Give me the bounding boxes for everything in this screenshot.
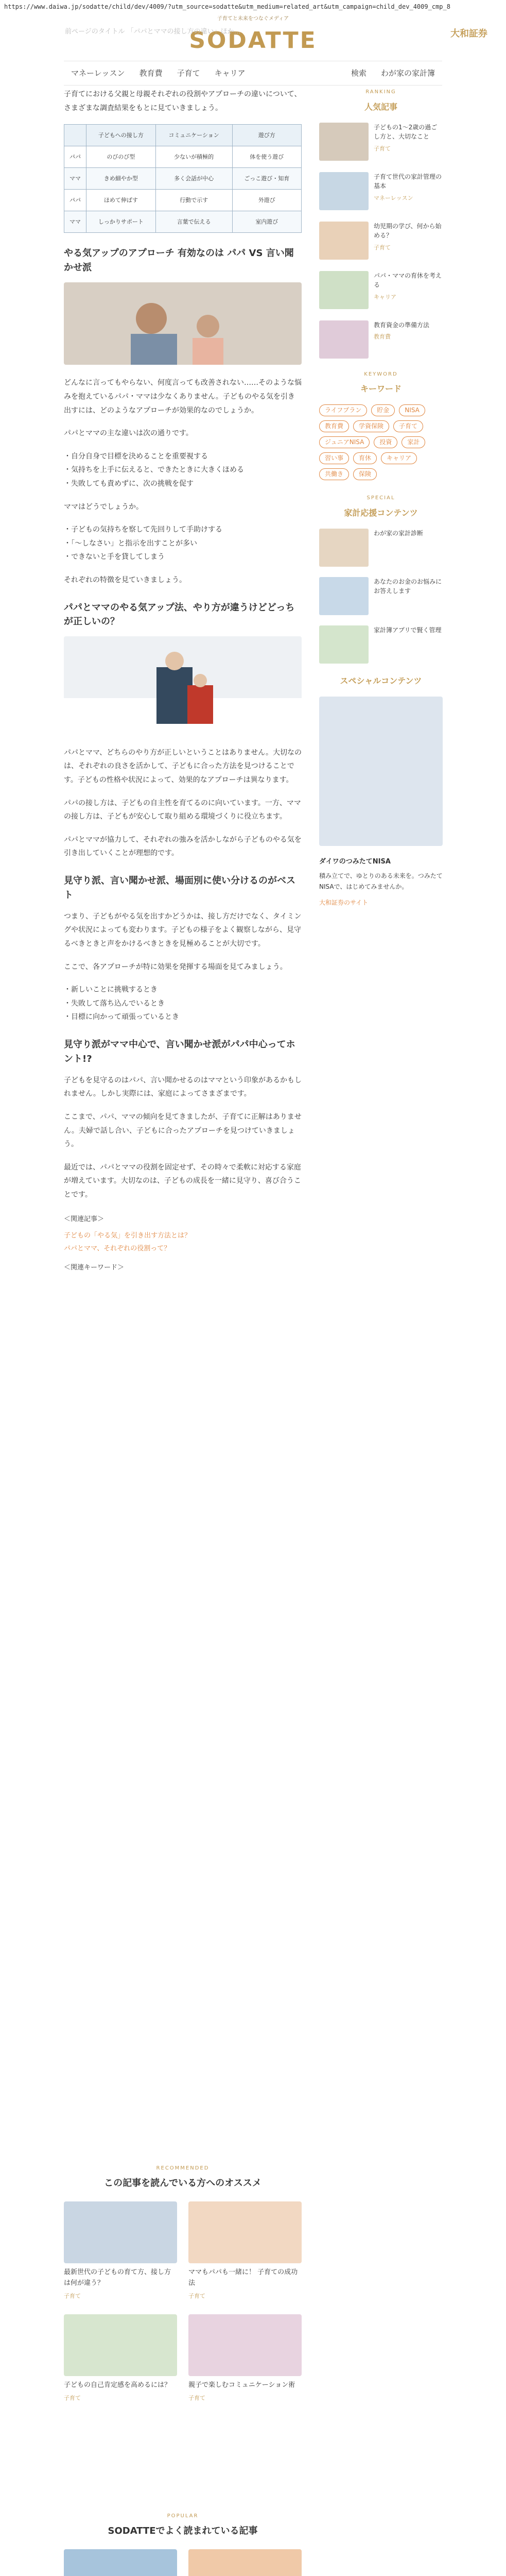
sidebar-label: KEYWORD	[364, 371, 398, 377]
sidebar	[319, 88, 443, 908]
nisa-text: 積み立てで、ゆとりのある未来を。つみたてNISAで、はじめてみませんか。	[319, 872, 443, 891]
nav-childcare[interactable]: 子育て	[177, 68, 200, 78]
ranking-thumbnail	[319, 172, 369, 210]
card-thumbnail	[64, 2201, 177, 2263]
related-link[interactable]: 子どもの「やる気」を引き出す方法とは？	[64, 1232, 191, 1240]
comparison-table: 子どもへの接し方 コミュニケーション 遊び方 パパ のびのび型 少ないが積極的 体を使う遊び ママ きめ細やか型 多く会話が中心 ごっこ遊び・知育 パパ ほめて伸ばす 行動で示す 外遊び ママ しっかりサポート 言葉で伝える 室内遊び	[64, 124, 302, 233]
card-title: 親子で楽しむコミュニケーション術	[188, 2381, 295, 2389]
special-title: わが家の家計診断	[374, 529, 424, 537]
card-thumbnail	[64, 2314, 177, 2376]
article-paragraph: パパの接し方は、子どもの自主性を育てるのに向いています。一方、ママの接し方は、子どもが安心して取り組める環境づくりに役立ちます。	[64, 799, 301, 821]
ranking-thumbnail	[319, 123, 369, 161]
card-thumbnail	[188, 2314, 302, 2376]
keyword-tag[interactable]: キャリア	[381, 452, 417, 464]
browser-url-bar[interactable]: https://www.daiwa.jp/sodatte/child/dev/4009/?utm_source=sodatte&utm_medium=related_art&utm_campaign=child_dev_4009_cmp_8	[4, 3, 450, 10]
article-paragraph: パパとママ、どちらのやり方が正しいということはありません。大切なのは、それぞれの良さを活かして、子どもに合った方法を見つけることです。子どもの性格や状況によって、効果的なアプローチは異なります。	[64, 748, 302, 785]
related-title: ＜関連記事＞	[64, 1215, 104, 1223]
ranking-thumbnail	[319, 271, 369, 309]
keyword-tag[interactable]: 家計	[402, 436, 425, 448]
section-label: POPULAR	[167, 2513, 199, 2519]
ranking-item[interactable]	[319, 222, 443, 260]
keyword-tag[interactable]: ライフプラン	[319, 404, 367, 416]
daiwa-brand[interactable]: 大和証券	[450, 28, 487, 39]
article-body	[64, 88, 302, 1285]
section-title: この記事を読んでいる方へのオススメ	[104, 2177, 261, 2189]
recommended-section	[64, 2164, 302, 2403]
special-title: 家計簿アプリで賢く管理	[374, 626, 442, 634]
photo-parent-child	[64, 282, 302, 365]
article-card[interactable]	[64, 2314, 177, 2403]
keyword-tag[interactable]: 投資	[374, 436, 397, 448]
related-links	[64, 1213, 302, 1275]
nisa-ad-banner[interactable]	[319, 697, 443, 846]
article-paragraph: ここまで、パパ、ママの傾向を見てきましたが、子育てに正解はありません。夫婦で話し合い、子どもに合ったアプローチを見つけていきましょう。	[64, 1112, 302, 1149]
keyword-tag[interactable]: 習い事	[319, 452, 349, 464]
related-keywords-title: ＜関連キーワード＞	[64, 1263, 125, 1272]
ranking-item[interactable]	[319, 320, 443, 359]
section-heading: やる気アップのアプローチ 有効なのは パパ VS 言い聞かせ派	[64, 248, 294, 274]
article-paragraph: どんなに言ってもやらない、何度言っても改善されない……そのような悩みを抱えているパパ・ママは少なくありません。子どものやる気を引き出すには、どのようなアプローチが効果的なのでしょうか。	[64, 379, 302, 415]
special-item[interactable]	[319, 529, 443, 567]
article-card[interactable]	[64, 2201, 177, 2301]
sidebar-title: 人気記事	[364, 101, 397, 112]
ranking-title: 教育資金の準備方法	[374, 321, 430, 329]
article-paragraph: パパとママが協力して、それぞれの強みを活かしながら子どものやる気を引き出していくことが理想的です。	[64, 835, 302, 858]
article-paragraph: それぞれの特徴を見ていきましょう。	[64, 576, 186, 584]
card-category: 子育て	[188, 2394, 205, 2401]
article-paragraph: 最近では、パパとママの役割を固定せず、その時々で柔軟に対応する家庭が増えています。大切なのは、子どもの成長を一緒に見守り、喜び合うことです。	[64, 1163, 301, 1199]
site-logo[interactable]: SODATTE	[189, 27, 317, 54]
card-category: 子育て	[188, 2292, 205, 2299]
section-label: RECOMMENDED	[156, 2165, 210, 2171]
keyword-tag[interactable]: 教育費	[319, 420, 349, 432]
article-card[interactable]	[188, 2549, 302, 2576]
keyword-tags	[319, 404, 443, 480]
section-heading: 見守り派、言い聞かせ派、場面別に使い分けるのがベスト	[64, 875, 295, 901]
keyword-tag[interactable]: 共働き	[319, 468, 349, 480]
ranking-title: 子どもの1〜2歳の過ごし方と、大切なこと	[374, 123, 438, 141]
special-thumbnail	[319, 625, 369, 664]
keyword-tag[interactable]: NISA	[399, 404, 425, 416]
nav-money[interactable]: マネーレッスン	[71, 68, 125, 78]
special-item[interactable]	[319, 577, 443, 615]
article-paragraph: ママはどうでしょうか。	[64, 502, 143, 511]
special-title: あなたのお金のお悩みにお答えします	[374, 578, 442, 595]
sidebar-title: キーワード	[360, 384, 402, 394]
sidebar-label: SPECIAL	[367, 495, 395, 501]
nav-search[interactable]: 検索	[351, 68, 367, 78]
section-title: SODATTEでよく読まれている記事	[108, 2525, 258, 2536]
card-title: ママもパパも一緒に！ 子育ての成功法	[188, 2268, 298, 2287]
ranking-item[interactable]	[319, 123, 443, 161]
sidebar-label: RANKING	[365, 89, 396, 95]
ranking-item[interactable]	[319, 172, 443, 210]
nav-household[interactable]: わが家の家計簿	[380, 68, 435, 78]
article-paragraph: ここで、各アプローチが特に効果を発揮する場面を見てみましょう。	[64, 962, 287, 971]
ranking-title: 子育て世代の家計管理の基本	[374, 173, 442, 190]
nav-career[interactable]: キャリア	[214, 68, 246, 78]
photo-snow-family	[64, 636, 302, 734]
bullet-list: ・ 自分自身で目標を決めることを重要視する ・ 気持ちを上手に伝えると、できたときに大きくほめる ・ 失敗しても責めずに、次の挑戦を促す	[64, 450, 302, 491]
article-paragraph: 子どもを見守るのはパパ、言い聞かせるのはママという印象があるかもしれません。しかし実際には、家庭によってさまざまです。	[64, 1076, 302, 1098]
popular-section	[64, 2512, 302, 2576]
keyword-tag[interactable]: 貯金	[371, 404, 395, 416]
ranking-category: 子育て	[374, 145, 391, 152]
card-thumbnail	[188, 2549, 302, 2576]
keyword-tag[interactable]: 子育て	[393, 420, 423, 432]
ranking-category: キャリア	[374, 293, 396, 300]
daiwa-site-link[interactable]: 大和証券のサイト	[319, 899, 369, 907]
nav-education[interactable]: 教育費	[139, 68, 163, 78]
ranking-thumbnail	[319, 222, 369, 260]
nisa-title: ダイワのつみたてNISA	[319, 857, 391, 866]
ranking-category: 子育て	[374, 244, 391, 251]
article-paragraph: 子育てにおける父親と母親それぞれの役割やアプローチの違いについて、さまざまな調査結果をもとに見ていきましょう。	[64, 90, 302, 112]
card-category: 子育て	[64, 2394, 81, 2401]
header-tagline: 子育てと未来をつなぐメディア	[217, 16, 289, 22]
bullet-list: ・ 新しいことに挑戦するとき ・ 失敗して落ち込んでいるとき ・ 目標に向かって頑張っているとき	[64, 983, 302, 1024]
ranking-item[interactable]	[319, 271, 443, 309]
card-title: 子どもの自己肯定感を高めるには？	[64, 2381, 171, 2389]
card-title: 最新世代の子どもの育て方、接し方は何が違う？	[64, 2268, 171, 2287]
sidebar-title: 家計応援コンテンツ	[344, 507, 418, 518]
article-paragraph: パパとママの主な違いは次の通りです。	[64, 429, 193, 438]
special-thumbnail	[319, 577, 369, 615]
bullet-list: ・ 子どもの気持ちを察して先回りして手助けする ・ 「〜しなさい」と指示を出すことが多い ・ できないと手を貸してしまう	[64, 523, 302, 564]
ranking-thumbnail	[319, 320, 369, 359]
article-card[interactable]	[64, 2549, 177, 2576]
header-ghost-text: 前ページのタイトル 「パパとママの接し方の違い」ほか…	[65, 28, 241, 36]
article-paragraph: つまり、子どもがやる気を出すかどうかは、接し方だけでなく、タイミングや状況によっても変わります。子どもの様子をよく観察しながら、見守るべきときと声をかけるべきときを見極めることが大切です。	[64, 912, 302, 948]
ranking-title: パパ・ママの育休を考える	[374, 272, 442, 289]
ranking-category: 教育費	[374, 333, 391, 341]
sidebar-title: スペシャルコンテンツ	[340, 675, 422, 686]
keyword-tag[interactable]: ジュニアNISA	[319, 436, 370, 448]
keyword-tag[interactable]: 保険	[353, 468, 377, 480]
keyword-tag[interactable]: 学資保険	[353, 420, 389, 432]
related-link[interactable]: パパとママ、それぞれの役割って？	[64, 1244, 171, 1252]
card-thumbnail	[64, 2549, 177, 2576]
card-thumbnail	[188, 2201, 302, 2263]
card-category: 子育て	[64, 2292, 81, 2299]
ranking-category: マネーレッスン	[374, 194, 413, 201]
special-thumbnail	[319, 529, 369, 567]
section-heading: パパとママのやる気アップ法、やり方が違うけどどっちが正しいの？	[64, 602, 295, 628]
article-card[interactable]	[188, 2201, 302, 2301]
keyword-tag[interactable]: 育休	[353, 452, 377, 464]
article-card[interactable]	[188, 2314, 302, 2403]
section-heading: 見守り派がママ中心で、言い聞かせ派がパパ中心ってホント!?	[64, 1039, 295, 1064]
special-item[interactable]	[319, 625, 443, 664]
ranking-title: 幼児期の学び、何から始める？	[374, 222, 442, 240]
global-nav	[64, 61, 442, 86]
site-header	[0, 11, 506, 67]
